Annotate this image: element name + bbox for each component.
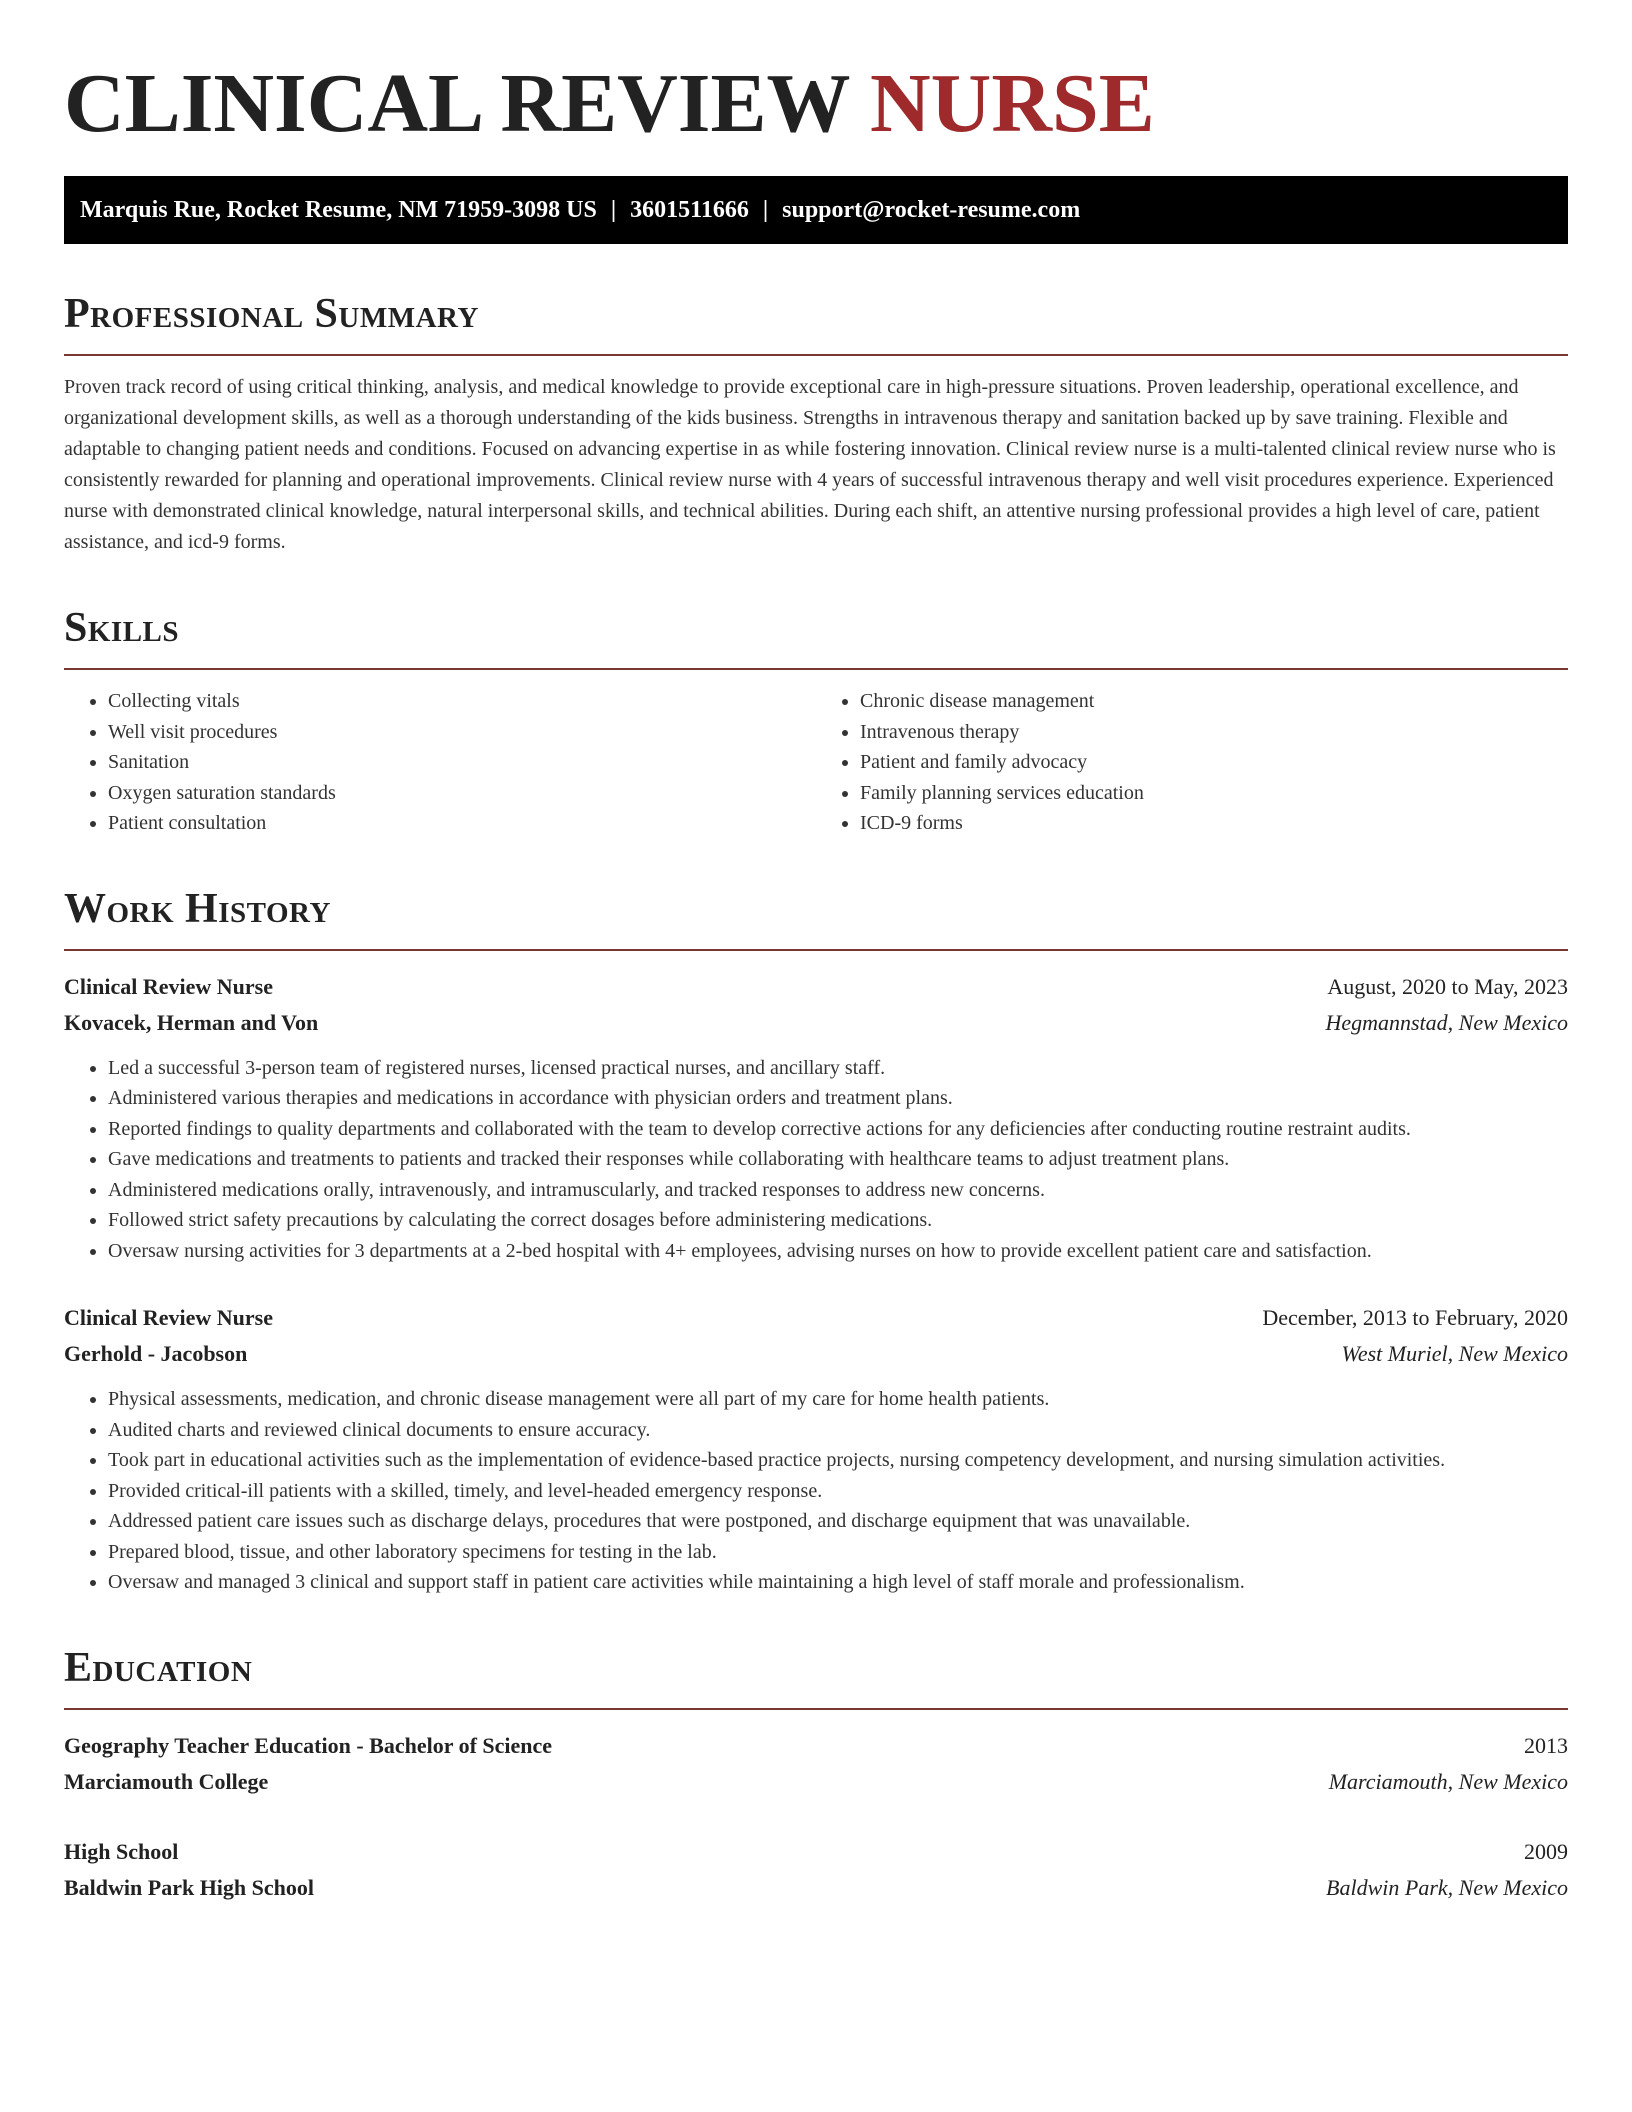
title-accent: NURSE [870,57,1155,150]
skill-item: • Well visit procedures [108,717,816,748]
skills-section [64,602,1568,839]
skill-item: • Patient consultation [108,808,816,839]
section-divider [64,1708,1568,1710]
job-company: Gerhold - Jacobson [64,1341,248,1366]
job-entry [64,1300,1568,1598]
contact-separator: | [762,197,769,223]
job-company: Kovacek, Herman and Von [64,1009,319,1035]
skill-item: • Sanitation [108,747,816,778]
job-location: West Muriel, New Mexico [1341,1341,1568,1366]
summary-text: Proven track record of using critical thinking, analysis, and medical knowledge to provide exceptional care in high-pressure situations. Proven leadership, operational excellence, and organizational development skills, as well as a thorough understanding of the kids business. Strengths in intravenous therapy and sanitation backed up by save training. Flexible and adaptable to changing patient needs and conditions. Focused on advancing expertise in as while fostering innovation. Clinical review nurse is a multi-talented clinical review nurse who is consistently rewarded for planning and operational improvements. Clinical review nurse with 4 years of successful intravenous therapy and well visit procedures experience. Experienced nurse with demonstrated clinical knowledge, natural interpersonal skills, and technical abilities. During each shift, an attentive nursing professional provides a high level of care, patient assistance, and icd-9 forms. [64,376,1556,553]
job-bullet: • Provided critical-ill patients with a skilled, timely, and level-headed emergency response. [108,1476,1568,1507]
contact-email: support@rocket-resume.com [782,197,1081,223]
section-heading-education: Education [64,1644,253,1691]
education-section [64,1642,1568,1906]
job-bullets [64,1053,1568,1267]
resume-title [64,0,1568,156]
skill-item: • Collecting vitals [108,686,816,717]
job-bullet: • Led a successful 3-person team of registered nurses, licensed practical nurses, and ancillary staff. [108,1053,1568,1084]
job-bullet: • Prepared blood, tissue, and other laboratory specimens for testing in the lab. [108,1537,1568,1568]
job-company-row [64,1336,1568,1372]
job-dates: December, 2013 to February, 2020 [1262,1305,1568,1330]
education-degree: High School [64,1838,179,1864]
education-year: 2009 [1524,1838,1568,1864]
contact-phone: 3601511666 [630,197,749,223]
job-bullet: • Physical assessments, medication, and chronic disease management were all part of my care for home health patients. [108,1384,1568,1415]
skill-item: • Chronic disease management [860,686,1568,717]
job-bullet: • Administered various therapies and medications in accordance with physician orders and treatment plans. [108,1083,1568,1114]
job-dates: August, 2020 to May, 2023 [1327,973,1568,999]
job-entry [64,969,1568,1267]
section-divider [64,354,1568,356]
contact-bar [64,176,1568,244]
section-heading-skills: Skills [64,605,180,651]
education-year: 2013 [1524,1732,1568,1758]
job-bullet: • Oversaw and managed 3 clinical and support staff in patient care activities while maintaining a high level of staff morale and professionalism. [108,1567,1568,1598]
job-title: Clinical Review Nurse [64,1305,273,1330]
education-entry [64,1834,1568,1906]
job-company-row [64,1005,1568,1041]
skills-list-right [816,686,1568,839]
skills-list-left [64,686,816,839]
job-bullet: • Oversaw nursing activities for 3 departments at a 2-bed hospital with 4+ employees, advising nurses on how to provide excellent patient care and satisfaction. [108,1236,1568,1267]
education-degree: Geography Teacher Education - Bachelor of Science [64,1732,553,1758]
job-bullet: • Reported findings to quality departments and collaborated with the team to develop corrective actions for any deficiencies after conducting routine restraint audits. [108,1114,1568,1145]
job-bullet: • Administered medications orally, intravenously, and intramuscularly, and tracked responses to address new concerns. [108,1175,1568,1206]
education-location: Marciamouth, New Mexico [1328,1768,1568,1794]
education-school-row [64,1764,1568,1800]
skill-item: • Oxygen saturation standards [108,778,816,809]
job-title: Clinical Review Nurse [64,973,273,999]
work-history-section [64,883,1568,1598]
skill-item: • Intravenous therapy [860,717,1568,748]
job-bullet: • Addressed patient care issues such as discharge delays, procedures that were postponed, and discharge equipment that was unavailable. [108,1506,1568,1537]
job-bullet: • Followed strict safety precautions by calculating the correct dosages before administering medications. [108,1205,1568,1236]
education-entry [64,1728,1568,1800]
summary-section [64,288,1568,558]
skills-grid [64,686,1568,839]
job-header-row [64,1300,1568,1336]
section-divider [64,668,1568,670]
job-bullet: • Took part in educational activities such as the implementation of evidence-based practice projects, nursing competency development, and nursing simulation activities. [108,1445,1568,1476]
job-bullet: • Audited charts and reviewed clinical documents to ensure accuracy. [108,1415,1568,1446]
education-degree-row [64,1834,1568,1870]
section-heading-summary: Professional Summary [64,291,479,337]
job-bullets [64,1384,1568,1598]
resume-page [64,0,1568,1906]
education-location: Baldwin Park, New Mexico [1326,1874,1568,1900]
job-bullet: • Gave medications and treatments to patients and tracked their responses while collaborating with healthcare teams to adjust treatment plans. [108,1144,1568,1175]
skill-item: • Family planning services education [860,778,1568,809]
contact-address: Marquis Rue, Rocket Resume, NM 71959-3098 US [80,197,597,223]
education-degree-row [64,1728,1568,1764]
education-school: Marciamouth College [64,1768,269,1794]
section-divider [64,949,1568,951]
title-main: CLINICAL REVIEW [64,57,849,150]
job-header-row [64,969,1568,1005]
section-heading-work-history: Work History [64,885,331,932]
education-school: Baldwin Park High School [64,1874,315,1900]
education-school-row [64,1870,1568,1906]
skill-item: • Patient and family advocacy [860,747,1568,778]
skill-item: • ICD-9 forms [860,808,1568,839]
contact-separator: | [610,197,617,223]
job-location: Hegmannstad, New Mexico [1325,1009,1568,1035]
